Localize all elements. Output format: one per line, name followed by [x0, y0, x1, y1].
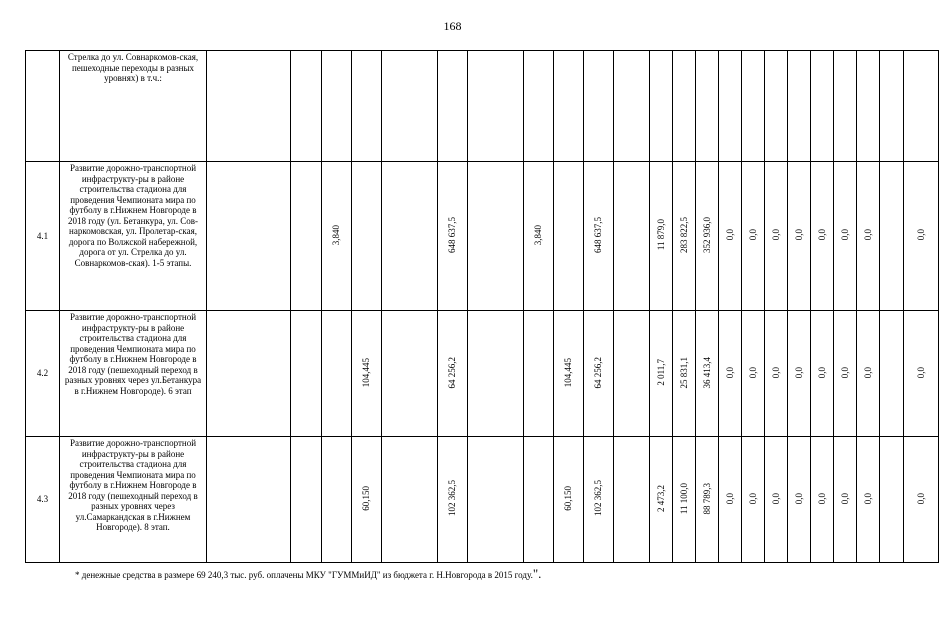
table-cell [742, 51, 765, 162]
cell-value: 104,445 [361, 357, 372, 387]
table-cell [742, 311, 765, 437]
table-cell [524, 51, 554, 162]
table-cell [811, 51, 834, 162]
row-name: Развитие дорожно-транспортной инфраструкту-ры в районе строительства стадиона для проведения Чемпионата мира по футболу в г.Нижнем Новгороде в 2018 году (пешеходный переход в разных уровнях через ул.Бетанкура в г.Нижнем Новгороде). 6 этап [60, 311, 207, 437]
table-cell [673, 437, 696, 563]
table-cell [788, 437, 811, 563]
table-cell [673, 51, 696, 162]
cell-value: 0,0 [747, 229, 758, 241]
cell-value: 102 362,5 [447, 480, 458, 517]
cell-value: 104,445 [563, 357, 574, 387]
table-cell [352, 51, 382, 162]
table-cell [524, 162, 554, 311]
table-cell [382, 162, 438, 311]
cell-value: 0,0 [724, 229, 735, 241]
cell-value: 25 831,1 [678, 356, 689, 388]
table-cell [352, 162, 382, 311]
table-cell [382, 311, 438, 437]
table-cell [742, 437, 765, 563]
cell-value: 0,0 [770, 229, 781, 241]
table-cell [438, 51, 468, 162]
cell-value: 2 011,7 [655, 358, 666, 386]
table-cell [719, 162, 742, 311]
table-cell [811, 311, 834, 437]
table-cell [811, 437, 834, 563]
cell-value: 2 473,2 [655, 484, 666, 512]
table-cell [468, 311, 524, 437]
table-cell [834, 437, 857, 563]
cell-value: 0,0 [793, 229, 804, 241]
cell-value: 0,0 [770, 492, 781, 504]
table-cell [834, 51, 857, 162]
table-cell [524, 437, 554, 563]
program-table [25, 50, 939, 563]
table-cell [857, 51, 880, 162]
table-cell [352, 311, 382, 437]
table-cell [811, 162, 834, 311]
cell-value: 0,0 [839, 366, 850, 378]
table-cell [614, 162, 650, 311]
table-cell [650, 311, 673, 437]
table-cell [719, 51, 742, 162]
table-cell [584, 437, 614, 563]
table-cell [673, 311, 696, 437]
table-cell [614, 437, 650, 563]
table-cell [904, 437, 939, 563]
table-cell [584, 162, 614, 311]
page-number: 168 [443, 19, 462, 33]
table-cell [554, 437, 584, 563]
footnote-closing: ". [532, 566, 542, 581]
table-cell [742, 162, 765, 311]
table-row [26, 51, 939, 162]
footnote [75, 566, 541, 582]
cell-value: 0,0 [793, 366, 804, 378]
table-cell [765, 311, 788, 437]
row-name: Стрелка до ул. Совнаркомов-ская, пешеходные переходы в разных уровнях) в т.ч.: [60, 51, 207, 162]
cell-value: 0,0 [724, 366, 735, 378]
cell-value: 64 256,2 [593, 356, 604, 388]
table-cell [468, 437, 524, 563]
table-cell [696, 311, 719, 437]
table-cell [438, 311, 468, 437]
table-cell [291, 162, 322, 311]
table-cell [650, 437, 673, 563]
table-cell [696, 162, 719, 311]
cell-value: 0,0 [816, 229, 827, 241]
cell-value: 0,0 [747, 492, 758, 504]
row-name: Развитие дорожно-транспортной инфраструкту-ры в районе строительства стадиона для проведения Чемпионата мира по футболу в г.Нижнем Новгороде в 2018 году (пешеходный переход в разных уровнях через ул.Самаркандская в г.Нижнем Новгороде). 8 этап. [60, 437, 207, 563]
table-cell [207, 437, 291, 563]
table-cell [322, 311, 352, 437]
table-cell [382, 51, 438, 162]
table-cell [904, 311, 939, 437]
table-cell [904, 51, 939, 162]
cell-value: 0,0 [839, 492, 850, 504]
cell-value: 0,0 [915, 229, 926, 241]
table-row [26, 437, 939, 563]
cell-value: 3,840 [331, 224, 342, 245]
table-cell [614, 51, 650, 162]
cell-value: 0,0 [862, 229, 873, 241]
cell-value: 0,0 [793, 492, 804, 504]
cell-value: 0,0 [862, 366, 873, 378]
row-number [26, 51, 60, 162]
table-cell [788, 162, 811, 311]
row-number: 4.2 [26, 311, 60, 437]
table-cell [788, 51, 811, 162]
table-cell [468, 162, 524, 311]
cell-value: 60,150 [563, 485, 574, 511]
table-row [26, 311, 939, 437]
cell-value: 102 362,5 [593, 480, 604, 517]
table-cell [880, 51, 904, 162]
table-cell [291, 51, 322, 162]
table-cell [322, 162, 352, 311]
row-number: 4.1 [26, 162, 60, 311]
table-cell [650, 162, 673, 311]
row-name: Развитие дорожно-транспортной инфраструкту-ры в районе строительства стадиона для проведения Чемпионата мира по футболу в г.Нижнем Новгороде в 2018 году (ул. Бетанкура, ул. Сов-наркомовская, ул. Пролетар-ская, дорога по Волжской набережной, дорога от ул. Стрелка до ул. Совнаркомов-ская). 1-5 этапы. [60, 162, 207, 311]
table-cell [696, 51, 719, 162]
footnote-text: * денежные средства в размере 69 240,3 тыс. руб. оплачены МКУ "ГУММиИД" из бюджета г. Н.Новгорода в 2015 году. [75, 570, 533, 580]
cell-value: 0,0 [816, 492, 827, 504]
row-number: 4.3 [26, 437, 60, 563]
cell-value: 283 822,5 [678, 216, 689, 253]
cell-value: 0,0 [724, 492, 735, 504]
table-cell [765, 437, 788, 563]
cell-value: 648 637,5 [447, 216, 458, 253]
table-cell [880, 311, 904, 437]
cell-value: 36 413,4 [701, 356, 712, 388]
table-cell [880, 437, 904, 563]
table-cell [673, 162, 696, 311]
table-cell [857, 437, 880, 563]
cell-value: 3,840 [533, 224, 544, 245]
cell-value: 0,0 [915, 366, 926, 378]
cell-value: 0,0 [839, 229, 850, 241]
cell-value: 0,0 [770, 366, 781, 378]
cell-value: 60,150 [361, 485, 372, 511]
cell-value: 648 637,5 [593, 216, 604, 253]
cell-value: 0,0 [915, 492, 926, 504]
table-cell [352, 437, 382, 563]
cell-value: 64 256,2 [447, 356, 458, 388]
table-cell [207, 51, 291, 162]
table-cell [719, 311, 742, 437]
table-cell [765, 51, 788, 162]
table-cell [696, 437, 719, 563]
table-cell [650, 51, 673, 162]
table-cell [765, 162, 788, 311]
table-cell [554, 311, 584, 437]
table-cell [584, 311, 614, 437]
table-cell [322, 437, 352, 563]
table-cell [207, 311, 291, 437]
cell-value: 0,0 [747, 366, 758, 378]
table-cell [880, 162, 904, 311]
table-cell [524, 311, 554, 437]
cell-value: 11 879,0 [655, 219, 666, 251]
table-cell [834, 311, 857, 437]
cell-value: 0,0 [816, 366, 827, 378]
table-cell [438, 162, 468, 311]
table-cell [291, 437, 322, 563]
table-cell [438, 437, 468, 563]
table-cell [382, 437, 438, 563]
cell-value: 352 936,0 [701, 216, 712, 253]
table-cell [834, 162, 857, 311]
table-cell [468, 51, 524, 162]
table-cell [554, 51, 584, 162]
cell-value: 11 100,0 [678, 482, 689, 514]
table-cell [207, 162, 291, 311]
table-row [26, 162, 939, 311]
table-cell [857, 162, 880, 311]
table-cell [719, 437, 742, 563]
cell-value: 88 789,3 [701, 482, 712, 514]
table-cell [554, 162, 584, 311]
table-cell [857, 311, 880, 437]
table-cell [322, 51, 352, 162]
table-cell [614, 311, 650, 437]
cell-value: 0,0 [862, 492, 873, 504]
table-cell [788, 311, 811, 437]
table-cell [584, 51, 614, 162]
table-cell [904, 162, 939, 311]
table-cell [291, 311, 322, 437]
